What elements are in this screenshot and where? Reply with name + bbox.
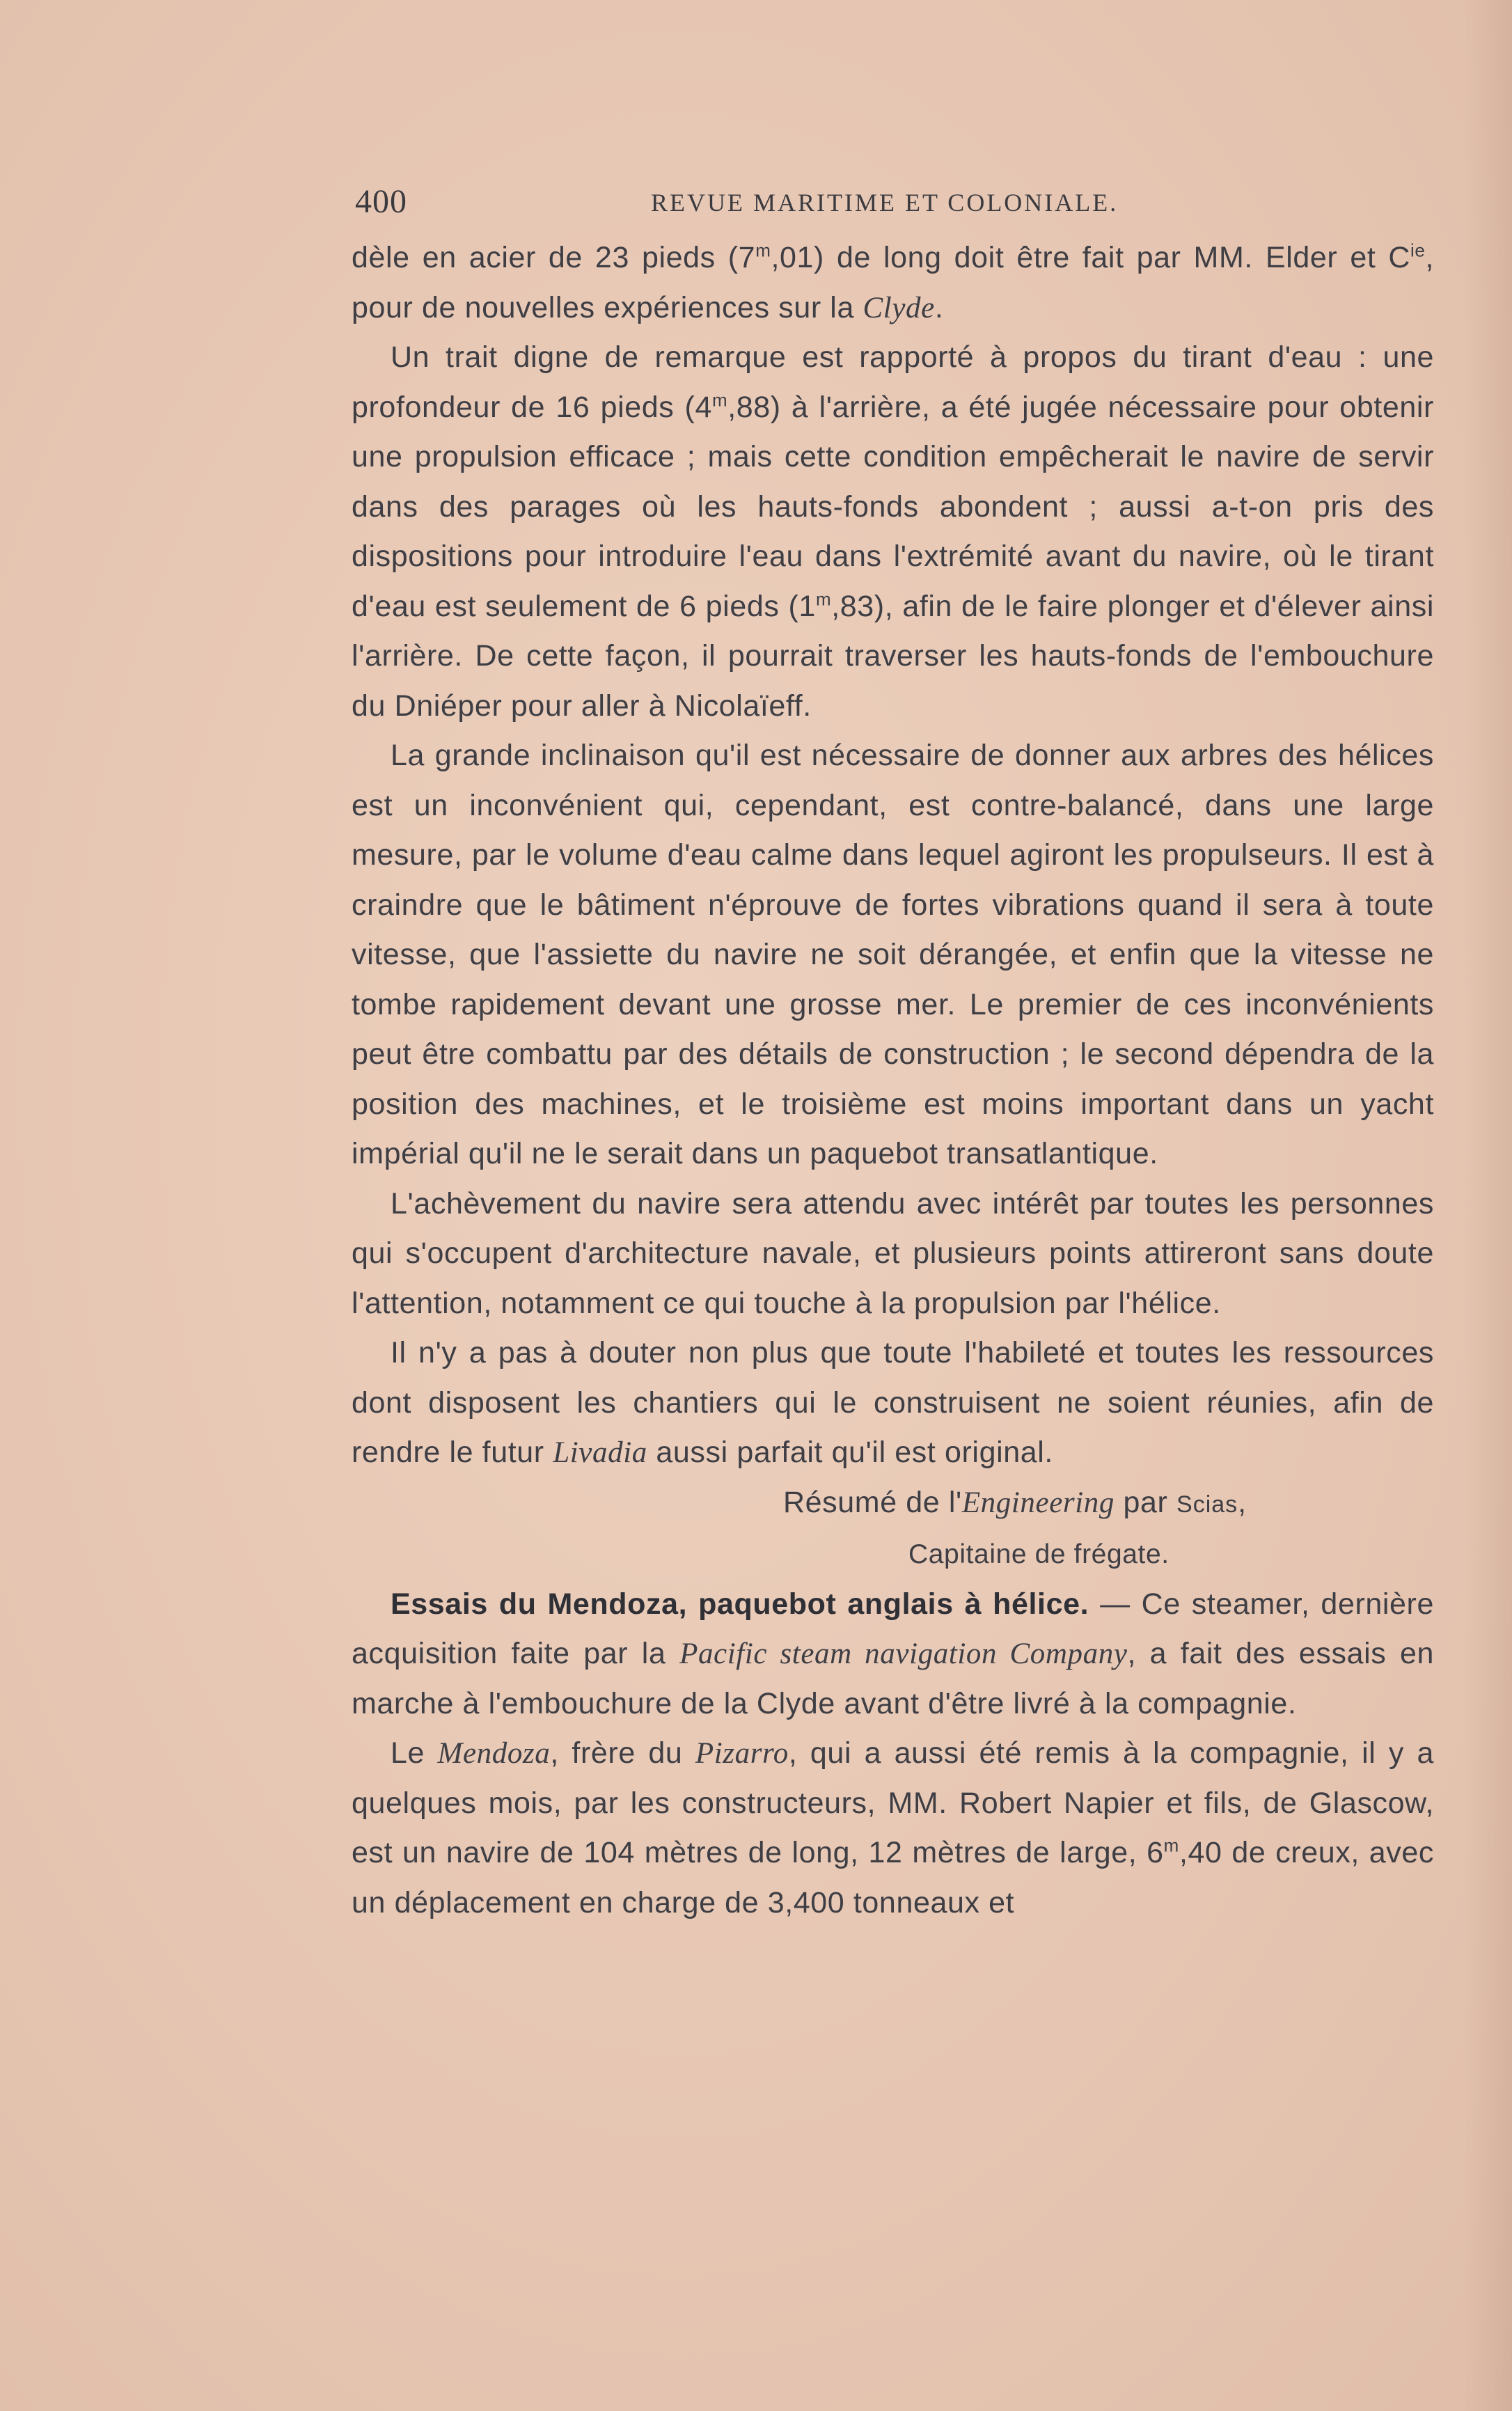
paragraph: Il n'y a pas à douter non plus que toute l'habileté et toutes les ressources dont disposent les chantiers qui le construisent ne soient réunies, afin de rendre le futur Livadia aussi parfait qu'il est original. xyxy=(352,1336,1434,1469)
paragraph: Le Mendoza, frère du Pizarro, qui a aussi été remis à la compagnie, il y a quelques mois, par les constructeurs, MM. Robert Napier et fils, de Glascow, est un navire de 104 mètres de long, 12 mètres de large, 6$^m$,40 de creux, avec un déplacement en charge de 3,400 tonneaux et xyxy=(352,1736,1435,1919)
signature-line: Résumé de l'Engineering par Scias, xyxy=(783,1485,1247,1519)
author-name: Scias xyxy=(1176,1491,1238,1518)
paragraph: La grande inclinaison qu'il est nécessaire de donner aux arbres des hélices est un inconvénient qui, cependant, est contre-balancé, dans une large mesure, par le volume d'eau calme dans lequel agiront les propulseurs. Il est à craindre que le bâtiment n'éprouve de fortes vibrations quand il sera à toute vitesse, que l'assiette du navire ne soit dérangée, et enfin que la vitesse ne tombe rapidement devant une grosse mer. Le premier de ces inconvénients peut être combattu par des détails de construction ; le second dépendra de la position des machines, et le troisième est moins important dans un yacht impérial qu'il ne le serait dans un paquebot transatlantique. xyxy=(352,739,1434,1170)
author-rank: Capitaine de frégate. xyxy=(908,1539,1170,1569)
page-header xyxy=(355,182,1156,224)
body-text xyxy=(352,233,1434,1928)
page-edge-shadow xyxy=(1463,0,1512,2411)
section-heading: Essais du Mendoza, paquebot anglais à hélice. xyxy=(391,1587,1089,1621)
paragraph: Un trait digne de remarque est rapporté à propos du tirant d'eau : une profondeur de 16 pieds (4$^m$,88) à l'arrière, a été jugée nécessaire pour obtenir une propulsion efficace ; mais cette condition empêcherait le navire de servir dans des parages où les hauts-fonds abondent ; aussi a-t-on pris des dispositions pour introduire l'eau dans l'extrémité avant du navire, où le tirant d'eau est seulement de 6 pieds (1$^m$,83), afin de le faire plonger et d'élever ainsi l'arrière. De cette façon, il pourrait traverser les hauts-fonds de l'embouchure du Dniéper pour aller à Nicolaïeff. xyxy=(352,340,1434,723)
paragraph: dèle en acier de 23 pieds (7$^m$,01) de long doit être fait par MM. Elder et $C^{ie}$, pour de nouvelles expériences sur la Clyde. xyxy=(352,239,1435,324)
paragraph: L'achèvement du navire sera attendu avec intérêt par toutes les personnes qui s'occupent d'architecture navale, et plusieurs points attireront sans doute l'attention, notamment ce qui touche à la propulsion par l'hélice. xyxy=(352,1186,1434,1320)
page-number: 400 xyxy=(355,183,407,220)
paragraph: Essais du Mendoza, paquebot anglais à hélice. — Ce steamer, dernière acquisition faite par la Pacific steam navigation Company, a fait des essais en marche à l'embouchure de la Clyde avant d'être livré à la compagnie. xyxy=(352,1587,1434,1720)
running-title: REVUE MARITIME ET COLONIALE. xyxy=(651,189,1119,217)
